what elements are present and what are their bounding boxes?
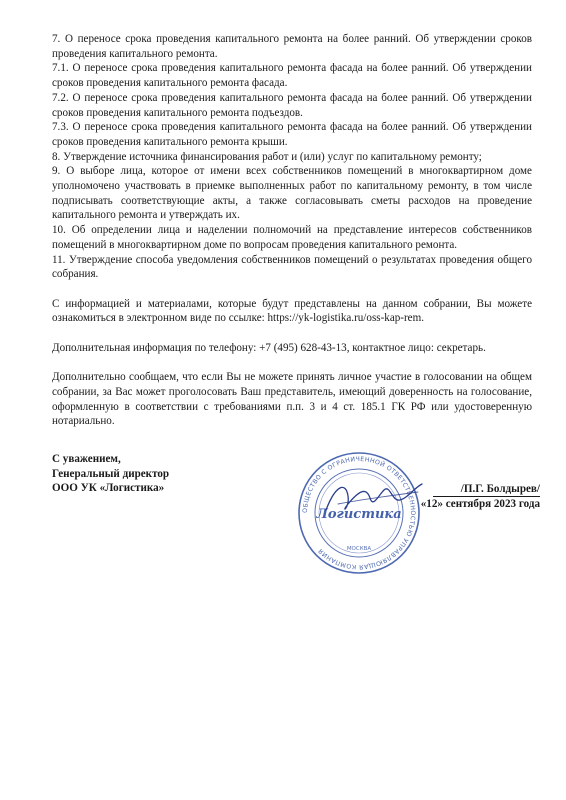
stamp-city-text: МОСКВА: [346, 546, 372, 552]
agenda-item-11: 11. Утверждение способа уведомления собственников помещений о результатах проведения общего собрания.: [52, 253, 532, 281]
document-body: [52, 32, 532, 429]
signer-position: Генеральный директор: [52, 467, 170, 480]
closing-line: С уважением,: [52, 453, 121, 465]
signature-date: «12» сентября 2023 года: [420, 498, 540, 510]
agenda-item-10: 10. Об определении лица и наделении полномочий на представление интересов собственников помещений в многоквартирном доме по вопросам проведения капитального ремонта.: [52, 224, 532, 251]
signature-block: [52, 452, 169, 496]
agenda-item-9: 9. О выборе лица, которое от имени всех собственников помещений в многоквартирном доме уполномочено участвовать в приемке выполненных работ по капитальному ремонту, в том числе подписывать соответствующие акты, а также согласовывать сметы расходов на проведение капитального ремонта и утверждать их.: [52, 165, 532, 222]
stamp-center-text: Логистика: [316, 507, 402, 522]
agenda-item-8: 8. Утверждение источника финансирования работ и (или) услуг по капитальному ремонту;: [52, 150, 482, 163]
stamp-ring-text: ОБЩЕСТВО С ОГРАНИЧЕННОЙ ОТВЕТСТВЕННОСТЬЮ УПРАВЛЯЮЩАЯ КОМПАНИЯ: [301, 455, 417, 571]
agenda-item-7-3: 7.3. О переносе срока проведения капитального ремонта фасада на более ранний. Об утверждении сроков проведения капитального ремонта крыши.: [52, 121, 532, 148]
proxy-paragraph: Дополнительно сообщаем, что если Вы не можете принять личное участие в голосовании на общем собрании, за Вас может проголосовать Ваш представитель, имеющий доверенность на голосование, оформленную в соответствии с требованиями п.п. 3 и 4 ст. 185.1 ГК РФ или удостоверенную нотариально.: [52, 371, 532, 428]
agenda-item-7-2: 7.2. О переносе срока проведения капитального ремонта фасада на более ранний. Об утверждении сроков проведения капитального ремонта подъездов.: [52, 91, 532, 119]
signer-name: /П.Г. Болдырев/: [433, 483, 540, 497]
signature-name-date: [390, 482, 540, 512]
company-name: ООО УК «Логистика»: [52, 482, 165, 495]
agenda-item-7: 7. О переносе срока проведения капитального ремонта на более ранний. Об утверждении сроков проведения капитального ремонта.: [52, 33, 532, 60]
info-paragraph: С информацией и материалами, которые будут представлены на данном собрании, Вы можете ознакомиться в электронном виде по ссылке: https://yk-logistika.ru/oss-kap-rem.: [52, 297, 532, 325]
phone-paragraph: Дополнительная информация по телефону: +7 (495) 628-43-13, контактное лицо: секретарь.: [52, 341, 486, 354]
agenda-item-7-1: 7.1. О переносе срока проведения капитального ремонта фасада на более ранний. Об утверждении сроков проведения капитального ремонта фасада.: [52, 62, 532, 90]
